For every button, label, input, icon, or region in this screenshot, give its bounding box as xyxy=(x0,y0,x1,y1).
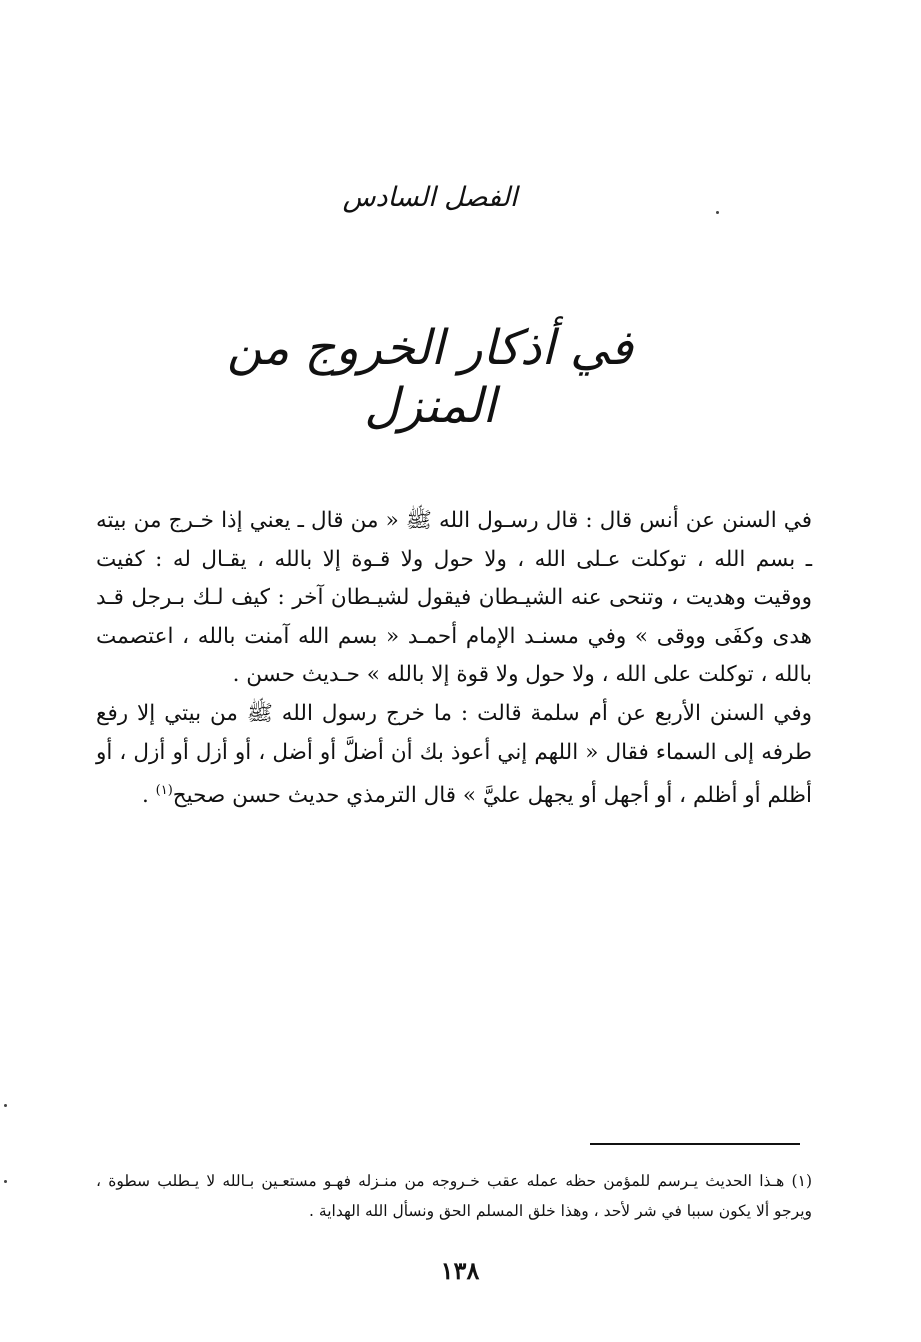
footnote-reference[interactable]: (١) xyxy=(155,783,173,799)
paragraph-text: وفي السنن الأربع عن أم سلمة قالت : ما خرج رسول الله ﷺ من بيتي إلا رفع طرفه إلى السماء فقال « اللهم إني أعوذ بك أن أضلَّ أو أضل ، أو أزل أو أزل ، أو أظلم أو أظلم ، أو أجهل أو يجهل عليَّ » قال الترمذي حديث حسن صحيح xyxy=(96,700,812,809)
paragraph-end: . xyxy=(141,783,156,809)
chapter-title: في أذكار الخروج من المنزل xyxy=(227,320,633,434)
chapter-label: الفصل السادس xyxy=(342,182,518,213)
scan-speck xyxy=(716,211,719,214)
page-number: ١٣٨ xyxy=(440,1256,480,1285)
body-text xyxy=(96,502,812,816)
footnote-divider xyxy=(590,1143,800,1145)
paragraph-anas-hadith: في السنن عن أنس قال : قال رسـول الله ﷺ « من قال ـ يعني إذا خـرج من بيته ـ بسم الله ، توكلت عـلى الله ، ولا حول ولا قـوة إلا بالله ، يقـال له : كفيت ووقيت وهديت ، وتنحى عنه الشيـطان فيقول لشيـطان آخر : كيف لـك بـرجل قـد هدى وكفَى ووقى » وفي مسنـد الإمام أحمـد « بسم الله آمنت بالله ، اعتصمت بالله ، توكلت على الله ، ولا حول ولا قوة إلا بالله » حـديث حسن . xyxy=(96,508,812,688)
scan-speck xyxy=(4,1180,7,1183)
paragraph-umm-salama-hadith xyxy=(96,695,812,816)
scan-speck xyxy=(4,1104,7,1107)
footnote: (١) هـذا الحديث يـرسم للمؤمن حظه عمله عقب خـروجه من منـزله فهـو مستعـين بـالله لا يـطلب سطوة ، ويرجو ألا يكون سببا في شر لأحد ، وهذا خلق المسلم الحق ونسأل الله الهداية . xyxy=(96,1172,812,1220)
